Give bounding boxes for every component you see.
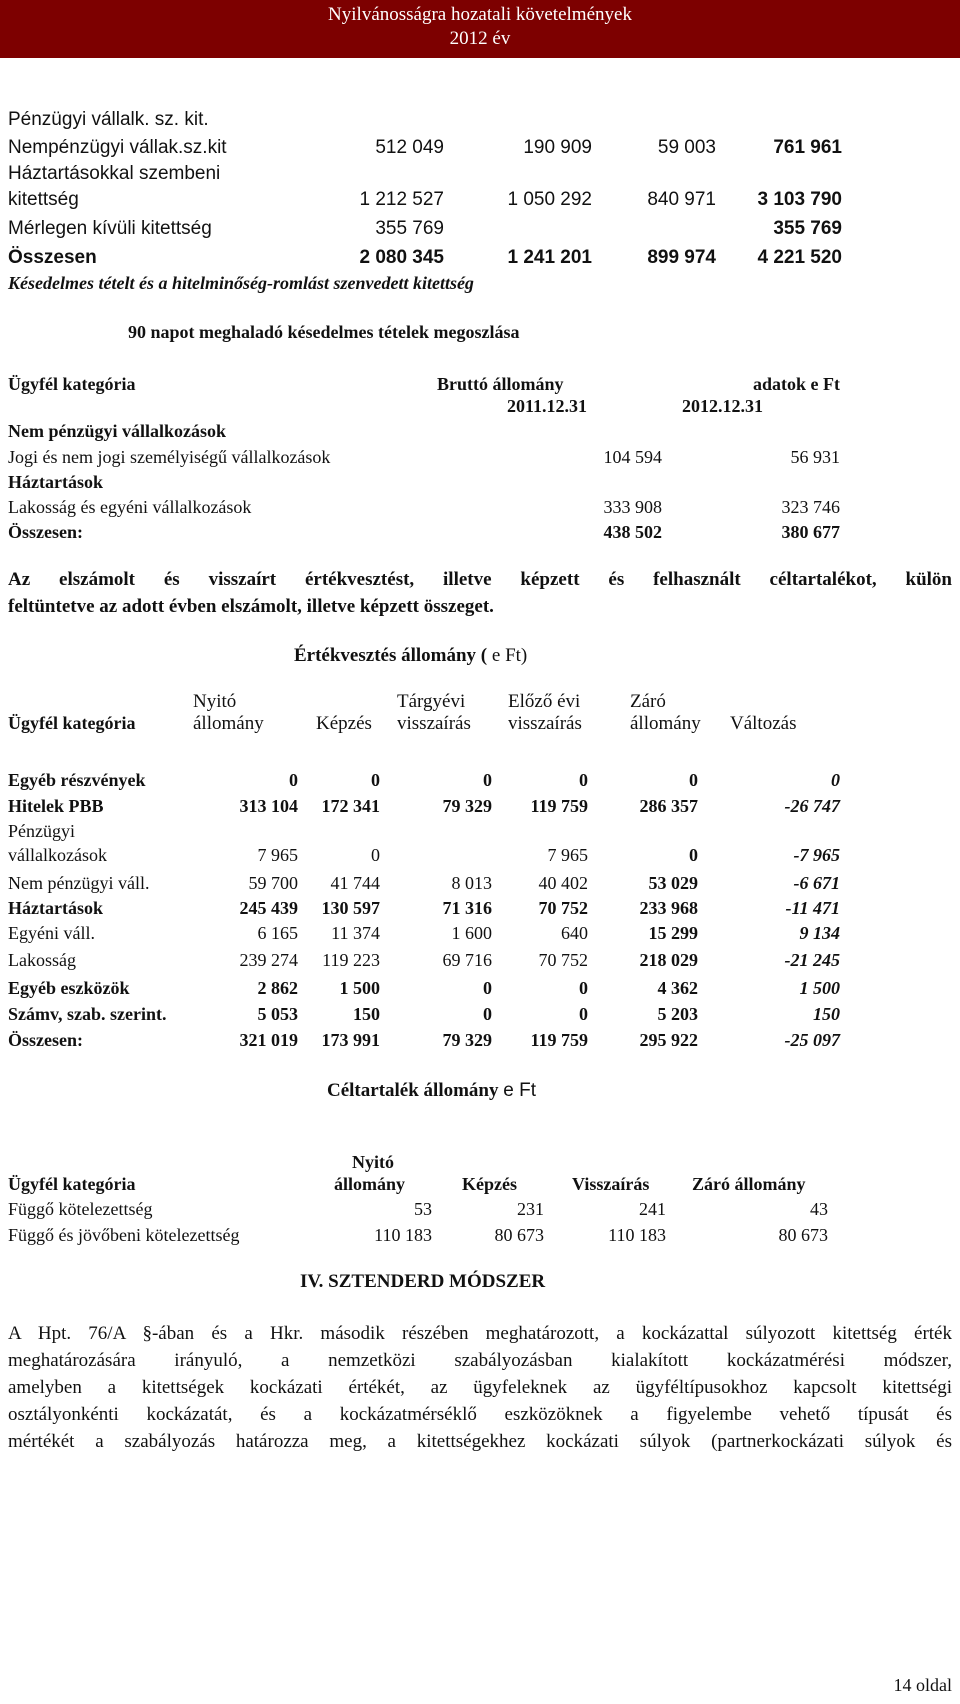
cell-value: 172 341 <box>321 796 380 816</box>
cell-value: 40 402 <box>538 873 588 893</box>
cell-value: 1 212 527 <box>359 189 444 210</box>
cell-value: 173 991 <box>321 1030 380 1050</box>
section-heading: IV. SZTENDERD MÓDSZER <box>300 1271 546 1292</box>
column-header: Változás <box>730 713 797 734</box>
cell-value: -6 671 <box>793 873 840 893</box>
cell-value: 8 013 <box>451 873 492 893</box>
column-header: Záró állomány <box>692 1174 806 1194</box>
cell-value: 104 594 <box>603 447 662 467</box>
row-label: Pénzügyi <box>8 821 75 841</box>
cell-value: -26 747 <box>784 796 840 816</box>
column-header: állomány <box>193 713 264 734</box>
column-header: Visszaírás <box>572 1174 650 1194</box>
cell-value: 241 <box>639 1199 666 1219</box>
cell-value: 295 922 <box>639 1030 698 1050</box>
cell-value: 0 <box>371 845 380 865</box>
row-label: Háztartások <box>8 898 103 918</box>
cell-value: 0 <box>289 770 298 790</box>
cell-value: 840 971 <box>647 189 716 210</box>
column-header: Nyitó <box>352 1152 394 1172</box>
row-label: Egyéb eszközök <box>8 978 130 998</box>
cell-value: 9 134 <box>799 923 840 943</box>
paragraph-line: A Hpt. 76/A §-ában és a Hkr. második részében meghatározott, a kockázattal súlyozott kitettség érték <box>8 1323 952 1344</box>
cell-value: 6 165 <box>257 923 298 943</box>
document-header <box>0 0 960 58</box>
cell-value: 321 019 <box>239 1030 298 1050</box>
cell-value: 218 029 <box>639 950 698 970</box>
row-label: Összesen <box>8 247 97 268</box>
paragraph-line: Az elszámolt és visszaírt értékvesztést, illetve képzett és felhasznált céltartalékot, külön <box>8 569 952 590</box>
cell-value: 640 <box>561 923 588 943</box>
cell-value: 110 183 <box>608 1225 666 1245</box>
column-header: 2012.12.31 <box>682 396 763 416</box>
cell-value: 2 080 345 <box>359 247 444 268</box>
cell-value: 190 909 <box>523 137 592 158</box>
cell-value: 53 029 <box>648 873 698 893</box>
cell-value: 4 362 <box>657 978 698 998</box>
cell-value: 11 374 <box>331 923 380 943</box>
cell-value: 231 <box>517 1199 544 1219</box>
cell-value: 0 <box>579 978 588 998</box>
cell-value: 59 003 <box>657 137 716 158</box>
column-header: visszaírás <box>508 713 582 734</box>
cell-value: -7 965 <box>793 845 840 865</box>
cell-value: 53 <box>414 1199 432 1219</box>
paragraph-line: osztályonkénti kockázatát, és a kockázatmérséklő eszközöknek a figyelembe vehető típusát és <box>8 1404 952 1425</box>
row-label: Pénzügyi vállalk. sz. kit. <box>8 109 209 130</box>
cell-value: 70 752 <box>538 950 588 970</box>
cell-value: 7 965 <box>547 845 588 865</box>
cell-value: 4 221 520 <box>757 247 842 268</box>
cell-value: 119 759 <box>530 796 588 816</box>
cell-value: 119 759 <box>530 1030 588 1050</box>
cell-value: 0 <box>483 770 492 790</box>
row-label: Lakosság és egyéni vállalkozások <box>8 497 252 517</box>
cell-value: 0 <box>831 770 840 790</box>
row-label: Függő kötelezettség <box>8 1199 153 1219</box>
column-header: Záró <box>630 691 666 712</box>
cell-value: 0 <box>579 770 588 790</box>
cell-value: 3 103 790 <box>757 189 842 210</box>
cell-value: -11 471 <box>785 898 840 918</box>
cell-value: 7 965 <box>257 845 298 865</box>
cell-value: 239 274 <box>239 950 298 970</box>
row-label: Mérlegen kívüli kitettség <box>8 218 212 239</box>
cell-value: 1 241 201 <box>507 247 592 268</box>
row-label: Függő és jövőbeni kötelezettség <box>8 1225 240 1245</box>
row-label: Jogi és nem jogi személyiségű vállalkozások <box>8 447 331 467</box>
column-header: Ügyfél kategória <box>8 374 136 394</box>
column-header: Nyitó <box>193 691 237 712</box>
cell-value: 438 502 <box>603 522 662 542</box>
header-title: Nyilvánosságra hozatali követelmények <box>328 4 632 25</box>
cell-value: 245 439 <box>239 898 298 918</box>
column-header: Előző évi <box>508 691 581 712</box>
cell-value: 130 597 <box>321 898 380 918</box>
cell-value: 1 500 <box>339 978 380 998</box>
cell-value: 0 <box>689 845 698 865</box>
cell-value: 2 862 <box>257 978 298 998</box>
row-label: Háztartásokkal szembeni <box>8 163 221 184</box>
cell-value: 79 329 <box>442 796 492 816</box>
cell-value: 69 716 <box>442 950 492 970</box>
cell-value: -21 245 <box>784 950 840 970</box>
cell-value: 0 <box>483 1004 492 1024</box>
row-label: Nem pénzügyi váll. <box>8 873 150 893</box>
column-header: állomány <box>630 713 701 734</box>
paragraph-line: meghatározására irányuló, a nemzetközi szabályozásban kialakított kockázatmérési módszer, <box>8 1350 952 1371</box>
row-label: Egyéni váll. <box>8 923 95 943</box>
row-label: Háztartások <box>8 472 103 492</box>
paragraph-line: amelyben a kitettségek kockázati értékét, az ügyfeleknek az ügyféltípusokhoz kapcsolt kitettségi <box>8 1377 952 1398</box>
column-header: Bruttó állomány <box>437 374 564 394</box>
section-subheading: 90 napot meghaladó késedelmes tételek megoszlása <box>128 322 520 342</box>
cell-value: 150 <box>353 1004 380 1024</box>
impairment-title-main: Értékvesztés állomány ( <box>294 645 492 666</box>
row-label: Összesen: <box>8 522 83 542</box>
cell-value: 286 357 <box>639 796 698 816</box>
cell-value: 899 974 <box>647 247 716 268</box>
cell-value: -25 097 <box>784 1030 840 1050</box>
standard-method-paragraph <box>8 1320 952 1455</box>
paragraph-line: mértékét a szabályozás határozza meg, a kitettségekhez kockázati súlyok (partnerkockázati súlyok és <box>8 1431 952 1452</box>
provisions-title <box>327 1081 536 1100</box>
cell-value: 313 104 <box>239 796 298 816</box>
cell-value: 323 746 <box>781 497 840 517</box>
cell-value: 56 931 <box>790 447 840 467</box>
cell-value: 355 769 <box>773 218 842 239</box>
cell-value: 0 <box>483 978 492 998</box>
column-header: Tárgyévi <box>397 691 466 712</box>
column-header: 2011.12.31 <box>507 396 588 416</box>
cell-value: 110 183 <box>374 1225 432 1245</box>
column-header: visszaírás <box>397 713 471 734</box>
column-header: Ügyfél kategória <box>8 1174 136 1194</box>
cell-value: 15 299 <box>648 923 698 943</box>
impairment-title <box>294 646 527 665</box>
row-label: vállalkozások <box>8 845 107 865</box>
cell-value: 1 050 292 <box>507 189 592 210</box>
cell-value: 150 <box>813 1004 840 1024</box>
disclosure-paragraph <box>8 566 952 620</box>
cell-value: 70 752 <box>538 898 588 918</box>
row-label: Hitelek PBB <box>8 796 104 816</box>
cell-value: 380 677 <box>781 522 840 542</box>
column-header: állomány <box>334 1174 406 1194</box>
cell-value: 233 968 <box>639 898 698 918</box>
paragraph-line: feltüntetve az adott évben elszámolt, illetve képzett összeget. <box>8 596 494 617</box>
impairment-title-unit: e Ft) <box>491 645 528 666</box>
cell-value: 119 223 <box>322 950 380 970</box>
section-heading: Késedelmes tételt és a hitelminőség-romlást szenvedett kitettség <box>8 273 474 293</box>
cell-value: 80 673 <box>778 1225 828 1245</box>
cell-value: 79 329 <box>442 1030 492 1050</box>
header-year: 2012 év <box>449 28 511 49</box>
column-header: Ügyfél kategória <box>8 713 136 733</box>
cell-value: 71 316 <box>442 898 492 918</box>
cell-value: 1 500 <box>799 978 840 998</box>
cell-value: 0 <box>579 1004 588 1024</box>
row-label: Összesen: <box>8 1030 83 1050</box>
column-header: Képzés <box>462 1174 517 1194</box>
provisions-title-unit: e Ft <box>503 1080 536 1101</box>
cell-value: 80 673 <box>494 1225 544 1245</box>
row-label: Nem pénzügyi vállalkozások <box>8 421 227 441</box>
cell-value: 5 203 <box>657 1004 698 1024</box>
page-number: 14 oldal <box>893 1675 952 1695</box>
cell-value: 5 053 <box>257 1004 298 1024</box>
cell-value: 1 600 <box>451 923 492 943</box>
row-label: Egyéb részvények <box>8 770 146 790</box>
cell-value: 355 769 <box>375 218 444 239</box>
row-label: Nempénzügyi vállak.sz.kit <box>8 137 227 158</box>
cell-value: 0 <box>689 770 698 790</box>
cell-value: 43 <box>810 1199 828 1219</box>
cell-value: 333 908 <box>603 497 662 517</box>
cell-value: 512 049 <box>375 137 444 158</box>
cell-value: 0 <box>371 770 380 790</box>
unit-label: adatok e Ft <box>753 374 840 394</box>
row-label: Lakosság <box>8 950 76 970</box>
column-header: Képzés <box>316 713 372 734</box>
row-label: kitettség <box>8 189 79 210</box>
row-label: Számv, szab. szerint. <box>8 1004 167 1024</box>
cell-value: 761 961 <box>773 137 842 158</box>
cell-value: 59 700 <box>248 873 298 893</box>
cell-value: 41 744 <box>330 873 380 893</box>
provisions-title-main: Céltartalék állomány <box>327 1080 504 1101</box>
